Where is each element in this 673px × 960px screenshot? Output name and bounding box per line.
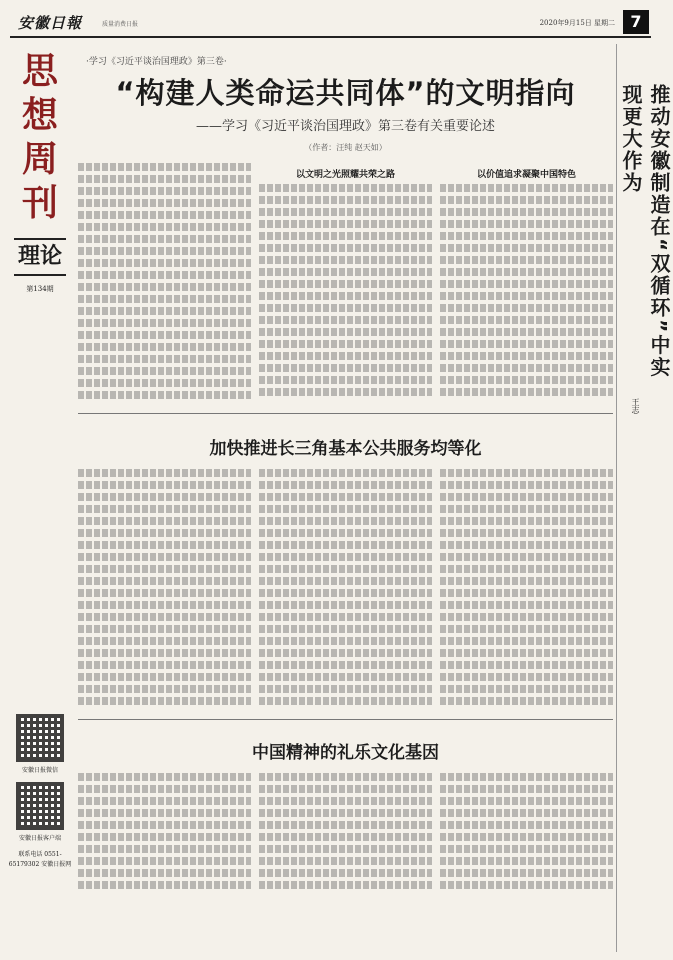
main-content <box>78 44 613 952</box>
section-title: 思想周刊 <box>21 51 58 224</box>
issue-date: 2020年9月15日 星期二 <box>539 19 615 27</box>
qr-code <box>16 782 64 830</box>
third-headline: 中国精神的礼乐文化基因 <box>252 743 439 763</box>
paper-sub: 质量消费日报 <box>102 21 139 28</box>
kicker: ·学习《习近平谈治国理政》第三卷· <box>86 57 227 67</box>
page-number: 7 <box>623 10 649 34</box>
right-column <box>616 44 671 952</box>
article-columns <box>78 163 613 403</box>
qr-label: 安徽日报微信 <box>21 767 58 774</box>
second-headline: 加快推进长三角基本公共服务均等化 <box>209 439 482 459</box>
byline: （作者：汪纯 赵天如） <box>304 143 387 152</box>
left-column <box>8 44 72 952</box>
contact-info: 联系电话 0551-65179302 安徽日报网 <box>8 851 72 868</box>
vertical-headline: 推动安徽制造在“双循环”中实现更大作为 <box>619 84 671 379</box>
section-sub: 理论 <box>14 238 66 276</box>
qr-label: 安徽日报客户端 <box>18 835 61 842</box>
column <box>259 163 432 403</box>
column <box>78 163 251 403</box>
article-columns <box>78 469 613 709</box>
headline: “构建人类命运共同体”的文明指向 <box>115 76 576 110</box>
column <box>440 163 613 403</box>
vertical-author: 王志 <box>631 398 640 414</box>
subhead: ——学习《习近平谈治国理政》第三卷有关重要论述 <box>195 119 495 134</box>
issue-number: 第134期 <box>26 285 54 293</box>
section-subtitle: 以文明之光照耀共荣之路 <box>295 170 395 180</box>
qr-code <box>16 714 64 762</box>
section-subtitle: 以价值追求凝聚中国特色 <box>476 170 576 180</box>
paper-name: 安徽日報 <box>18 14 83 32</box>
masthead <box>10 8 651 38</box>
article-columns <box>78 773 613 893</box>
